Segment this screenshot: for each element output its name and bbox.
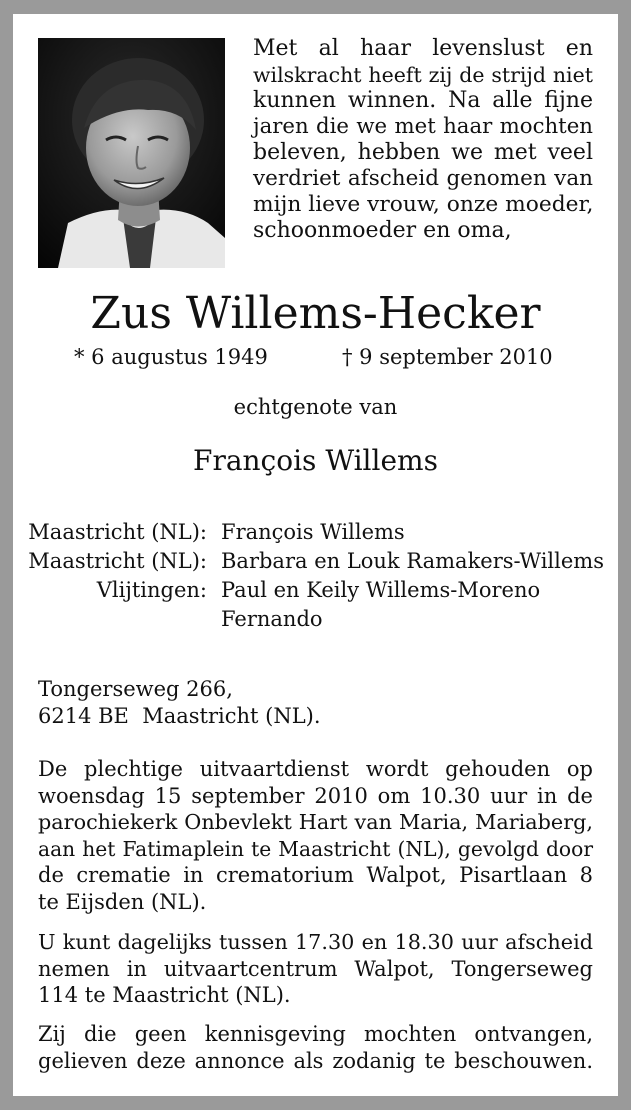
service-line: te Eijsden (NL). [38,889,207,914]
service-paragraph [38,756,593,916]
family-names: Fernando [221,607,323,631]
birth-date: * 6 augustus 1949 [74,345,268,369]
intro-line: kunnen winnen. Na alle fijne [253,88,593,113]
intro-line: verdriet afscheid genomen van [253,166,593,191]
service-line: aan het Fatimaplein te Maastricht (NL), gevolgd door [38,836,593,861]
intro-text [253,36,593,244]
intro-line: wilskracht heeft zij de strijd niet [253,63,593,87]
family-list [13,518,618,634]
visitation-paragraph [38,929,593,1009]
portrait-photo [38,38,225,268]
visitation-line: 114 te Maastricht (NL). [38,983,291,1008]
home-address [38,676,321,730]
death-date: † 9 september 2010 [342,345,553,369]
family-row [13,518,618,547]
intro-line: jaren die we met haar mochten [253,114,593,139]
family-place: Vlijtingen: [96,578,207,602]
closing-line: Zij die geen kennisgeving mochten ontvangen, [38,1022,593,1046]
intro-line: schoonmoeder en oma, [253,218,512,243]
intro-line: mijn lieve vrouw, onze moeder, [253,192,594,217]
closing-paragraph [38,1021,593,1074]
address-city: 6214 BE Maastricht (NL). [38,704,321,728]
visitation-line: nemen in uitvaartcentrum Walpot, Tongerseweg [38,956,593,981]
family-names: Paul en Keily Willems-Moreno [221,578,541,602]
family-row [13,576,618,634]
family-place: Maastricht (NL): [28,549,207,573]
spouse-name: François Willems [193,444,438,477]
portrait-image [38,38,225,268]
service-line: De plechtige uitvaartdienst wordt gehouden op [38,757,593,781]
family-names: François Willems [221,520,405,544]
service-line: woensdag 15 september 2010 om 10.30 uur in de [38,783,593,808]
service-line: de crematie in crematorium Walpot, Pisartlaan 8 [38,863,593,888]
family-names: Barbara en Louk Ramakers-Willems [221,549,604,573]
closing-line: gelieven deze annonce als zodanig te beschouwen. [38,1048,593,1073]
family-place: Maastricht (NL): [28,520,207,544]
family-row [13,547,618,576]
service-line: parochiekerk Onbevlekt Hart van Maria, Mariaberg, [38,810,593,835]
address-street: Tongerseweg 266, [38,677,233,701]
intro-line: Met al haar levenslust en [253,36,593,61]
visitation-line: U kunt dagelijks tussen 17.30 en 18.30 uur afscheid [38,930,593,954]
deceased-name: Zus Willems-Hecker [90,288,541,339]
intro-line: beleven, hebben we met veel [253,140,593,165]
obituary-card [13,14,618,1096]
spouse-prefix: echtgenote van [233,395,398,419]
